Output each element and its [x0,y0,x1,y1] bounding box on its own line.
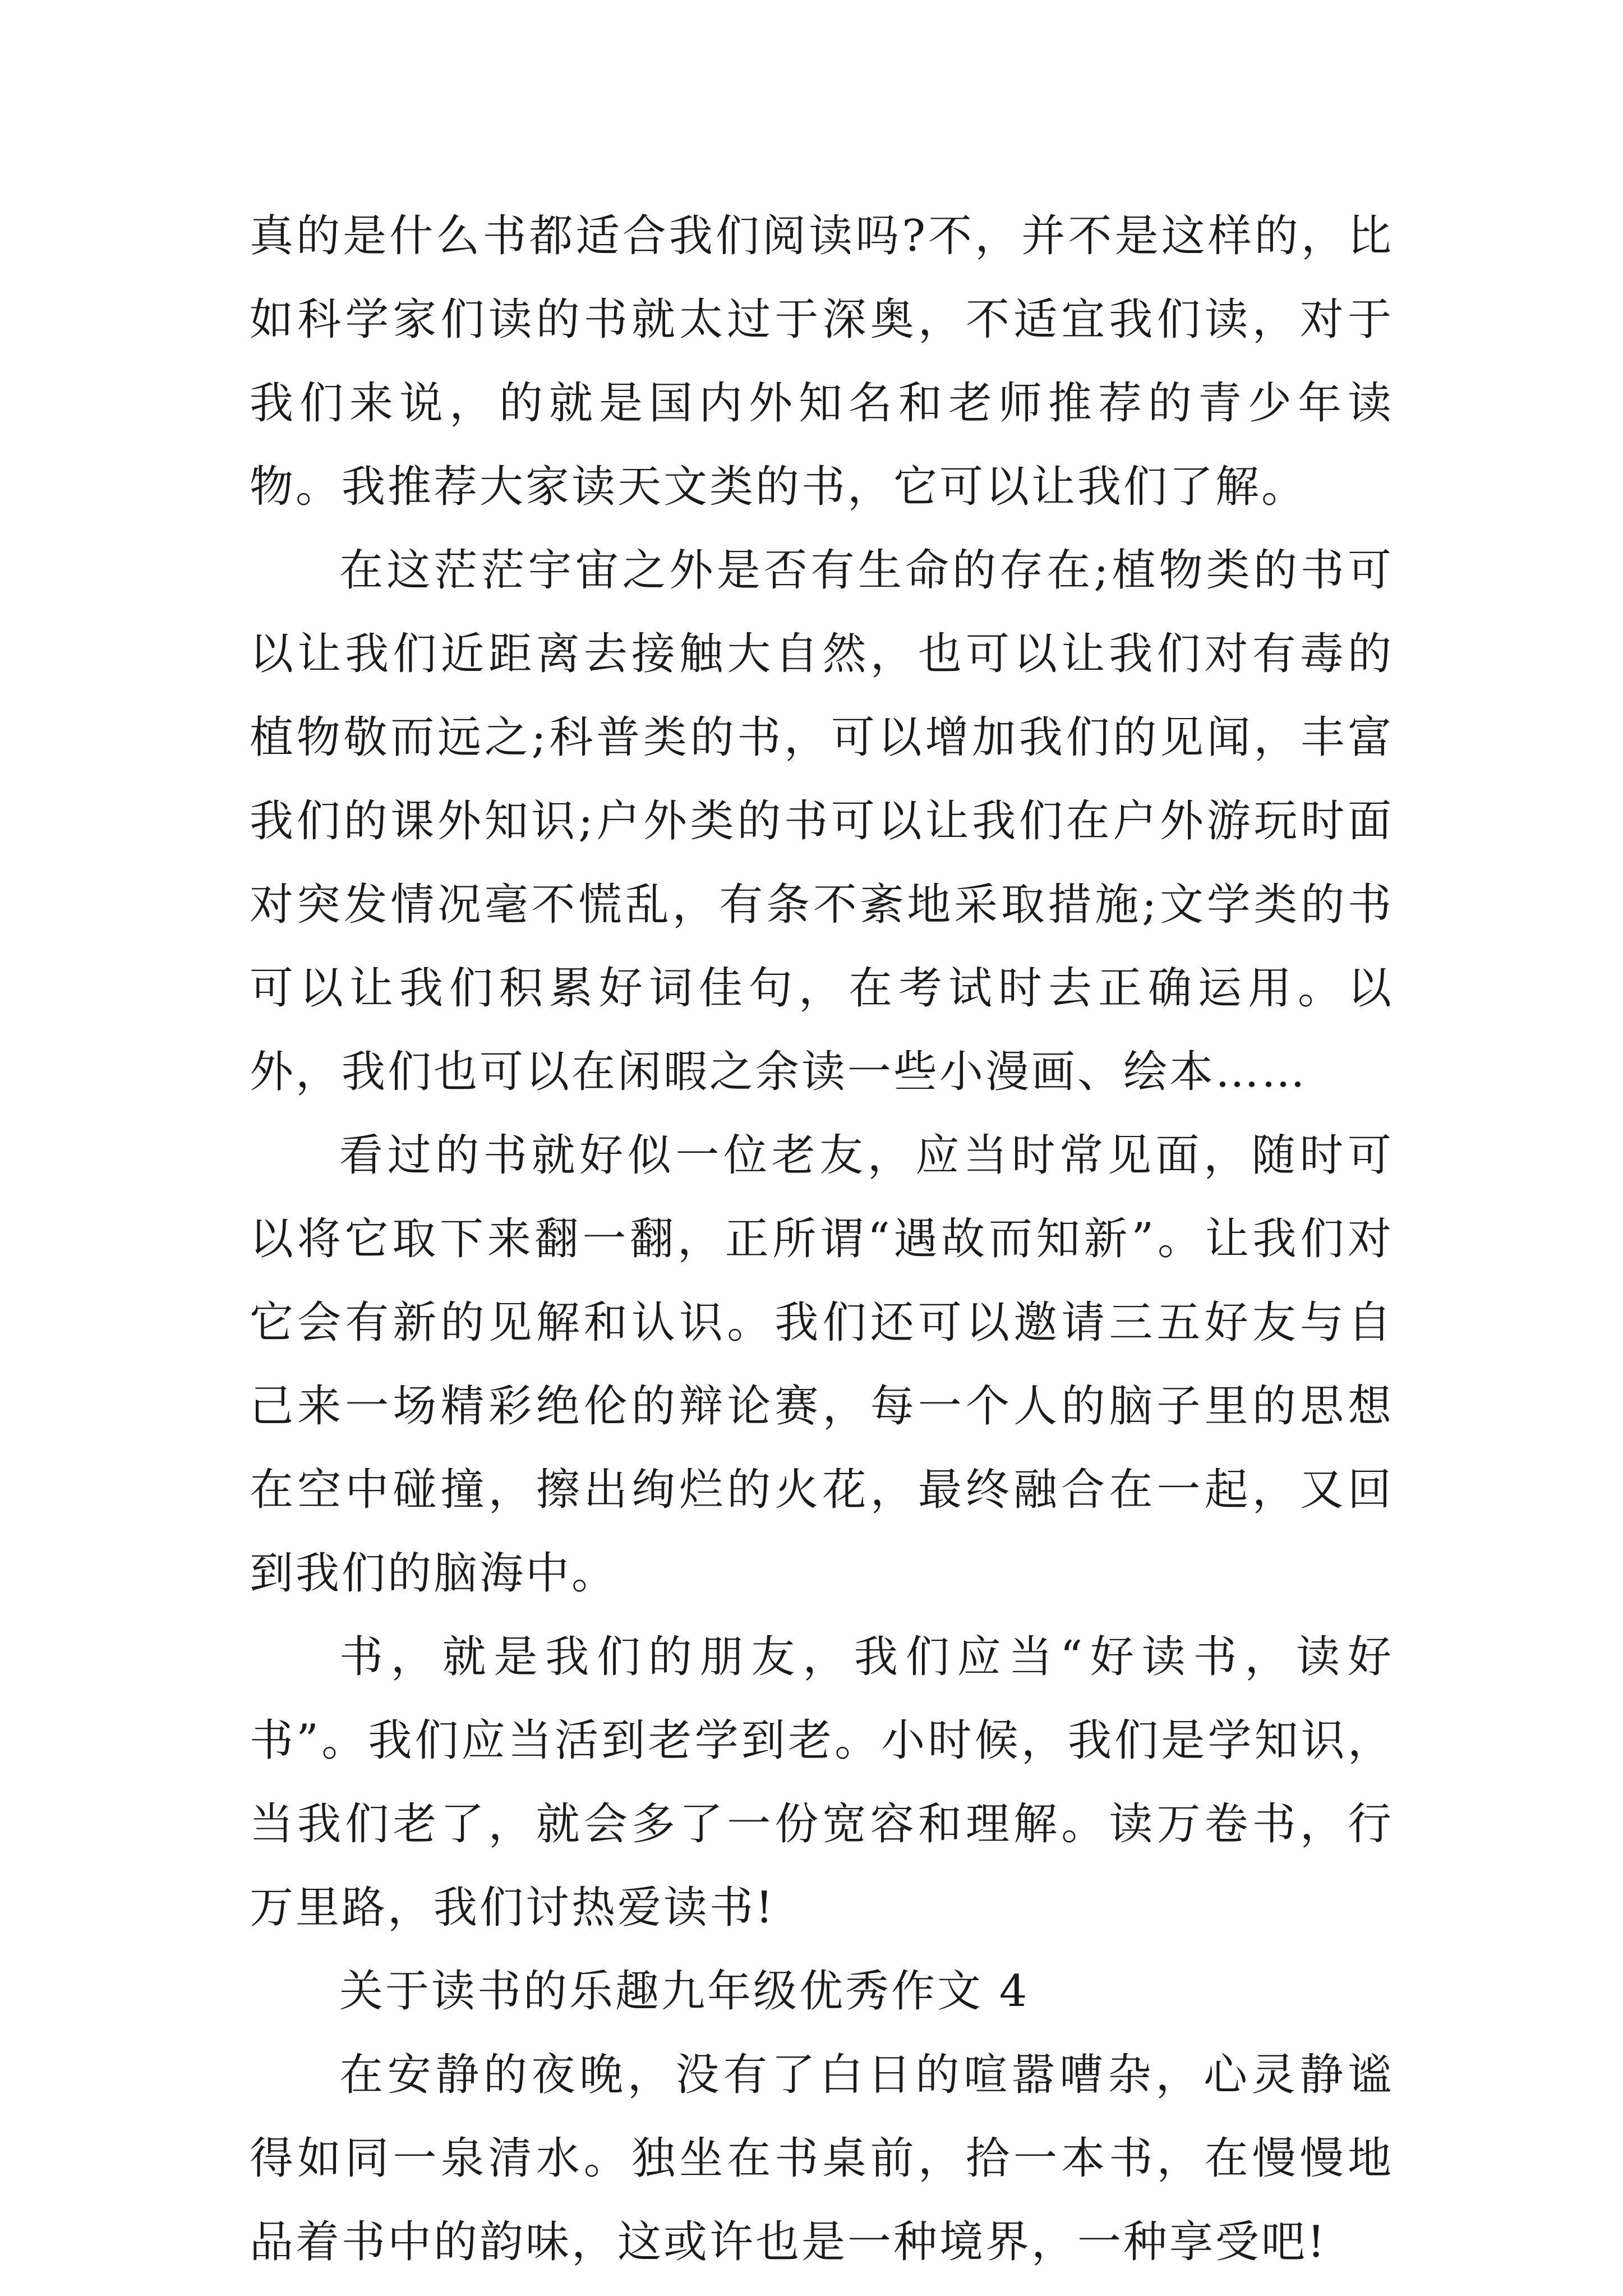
paragraph-5: 在安静的夜晚，没有了白日的喧嚣嘈杂，心灵静谧得如同一泉清水。独坐在书桌前，拾一本书，在慢慢地品着书中的韵味，这或许也是一种境界，一种享受吧! [250,2050,1394,2267]
paragraph-2: 在这茫茫宇宙之外是否有生命的存在;植物类的书可以让我们近距离去接触大自然，也可以让我们对有毒的植物敬而远之;科普类的书，可以增加我们的见闻，丰富我们的课外知识;户外类的书可以让我们在户外游玩时面对突发情况毫不慌乱，有条不紊地采取措施;文学类的书可以让我们积累好词佳句，在考试时去正确运用。以外，我们也可以在闲暇之余读一些小漫画、绘本…… [250,545,1394,1097]
paragraph-3: 看过的书就好似一位老友，应当时常见面，随时可以将它取下来翻一翻，正所谓“遇故而知新”。让我们对它会有新的见解和认识。我们还可以邀请三五好友与自己来一场精彩绝伦的辩论赛，每一个人的脑子里的思想在空中碰撞，擦出绚烂的火花，最终融合在一起，又回到我们的脑海中。 [250,1130,1394,1599]
paragraph-4: 书，就是我们的朋友，我们应当“好读书，读好书”。我们应当活到老学到老。小时候，我们是学知识，当我们老了，就会多了一份宽容和理解。读万卷书，行万里路，我们讨热爱读书! [250,1632,1394,1933]
paragraph-1: 真的是什么书都适合我们阅读吗?不，并不是这样的，比如科学家们读的书就太过于深奥，不适宜我们读，对于我们来说，的就是国内外知名和老师推荐的青少年读物。我推荐大家读天文类的书，它可以让我们了解。 [250,211,1394,512]
section-heading: 关于读书的乐趣九年级优秀作文 4 [339,1966,1030,2017]
document-body [250,195,1394,2284]
